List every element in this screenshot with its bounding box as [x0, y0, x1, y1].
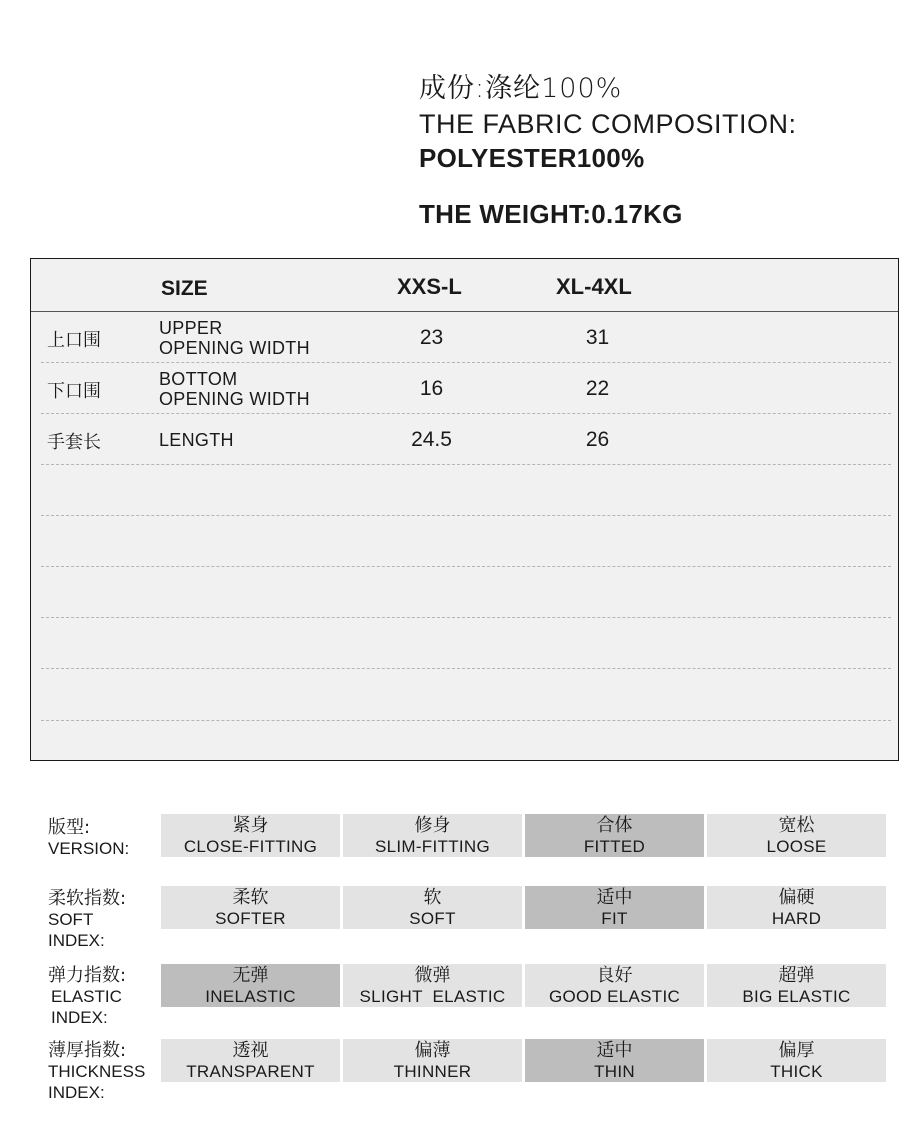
attr-label-en: INDEX: — [51, 1008, 108, 1027]
row-label-cn: 上口围 — [47, 330, 101, 351]
table-row-empty — [41, 515, 891, 567]
attr-label-cn: 柔软指数: — [48, 888, 127, 909]
row-value: 16 — [419, 377, 444, 400]
option-en: FIT — [601, 909, 628, 928]
composition-en: THE FABRIC COMPOSITION: — [419, 109, 797, 139]
option-loose — [707, 814, 886, 857]
size-header-col1: XXS-L — [397, 274, 462, 299]
option-cn: 紧身 — [232, 815, 269, 836]
attr-label-soft — [48, 888, 126, 951]
option-softer — [161, 886, 340, 929]
option-cn: 修身 — [414, 815, 451, 836]
option-cn: 微弹 — [414, 965, 451, 986]
weight: THE WEIGHT:0.17KG — [419, 199, 683, 229]
option-good-elastic — [525, 964, 704, 1007]
option-en: TRANSPARENT — [186, 1062, 315, 1081]
option-cn: 软 — [423, 887, 442, 908]
table-row-empty — [41, 617, 891, 669]
option-en: GOOD ELASTIC — [548, 987, 681, 1006]
option-soft — [343, 886, 522, 929]
attr-label-elastic — [48, 965, 126, 1028]
option-en: SOFTER — [215, 909, 286, 928]
size-table — [30, 258, 899, 761]
size-header-label: SIZE — [161, 277, 208, 300]
option-cn: 透视 — [232, 1040, 269, 1061]
option-close-fitting — [161, 814, 340, 857]
attr-label-version — [48, 817, 129, 859]
option-en: INELASTIC — [205, 987, 296, 1006]
option-cn: 柔软 — [232, 887, 269, 908]
option-en: BIG ELASTIC — [742, 987, 851, 1006]
table-row — [41, 413, 891, 465]
row-value: 22 — [585, 377, 610, 400]
option-slight-elastic — [343, 964, 522, 1007]
row-label-en: OPENING WIDTH — [159, 338, 310, 358]
size-table-header — [31, 259, 898, 312]
option-slim-fitting — [343, 814, 522, 857]
option-en: FITTED — [583, 837, 646, 856]
option-en: HARD — [771, 909, 822, 928]
table-row-empty — [41, 566, 891, 618]
option-fitted-selected — [525, 814, 704, 857]
option-en: LOOSE — [766, 837, 827, 856]
option-cn: 偏厚 — [778, 1040, 815, 1061]
table-row-empty — [41, 669, 891, 721]
table-row — [41, 362, 891, 414]
row-label-en: UPPER — [159, 318, 223, 338]
option-cn: 宽松 — [778, 815, 815, 836]
row-label-cn: 下口围 — [47, 381, 101, 402]
option-cn: 偏硬 — [778, 887, 815, 908]
option-cn: 合体 — [596, 815, 633, 836]
option-en: THIN — [594, 1062, 635, 1081]
option-en: CLOSE-FITTING — [183, 837, 318, 856]
attr-label-en: THICKNESS — [48, 1062, 146, 1081]
option-fit-selected — [525, 886, 704, 929]
attr-label-cn: 版型: — [48, 817, 91, 838]
composition-cn: 成份:涤纶100% — [419, 73, 623, 104]
row-value: 31 — [585, 326, 610, 349]
option-transparent — [161, 1039, 340, 1082]
option-inelastic-selected — [161, 964, 340, 1007]
attr-label-en: INDEX: — [48, 931, 105, 950]
row-value: 23 — [419, 326, 444, 349]
row-value: 26 — [585, 428, 610, 451]
option-cn: 适中 — [596, 887, 633, 908]
option-en: SOFT — [409, 909, 456, 928]
row-label-cn: 手套长 — [47, 432, 101, 453]
option-thin-selected — [525, 1039, 704, 1082]
option-cn: 超弹 — [778, 965, 815, 986]
row-label-en: LENGTH — [159, 430, 234, 450]
option-thinner — [343, 1039, 522, 1082]
attr-label-en: SOFT — [48, 910, 94, 929]
option-cn: 适中 — [596, 1040, 633, 1061]
option-en: THICK — [770, 1062, 823, 1081]
option-cn: 偏薄 — [414, 1040, 451, 1061]
option-cn: 无弹 — [232, 965, 269, 986]
row-label-en: OPENING WIDTH — [159, 389, 310, 409]
option-en: SLIGHT ELASTIC — [359, 987, 506, 1006]
attr-label-thickness — [48, 1040, 145, 1103]
option-en: SLIM-FITTING — [374, 837, 491, 856]
attr-label-en: INDEX: — [48, 1083, 105, 1102]
row-label-en: BOTTOM — [159, 369, 238, 389]
attr-label-cn: 弹力指数: — [48, 965, 127, 986]
attr-label-en: VERSION: — [48, 839, 130, 858]
attr-label-en: ELASTIC — [51, 987, 122, 1006]
option-cn: 良好 — [596, 965, 633, 986]
option-big-elastic — [707, 964, 886, 1007]
size-header-col2: XL-4XL — [556, 274, 632, 299]
row-value: 24.5 — [411, 428, 452, 451]
material: POLYESTER100% — [419, 143, 645, 173]
table-row — [41, 311, 891, 363]
option-hard — [707, 886, 886, 929]
option-thick — [707, 1039, 886, 1082]
option-en: THINNER — [393, 1062, 472, 1081]
table-row-empty — [41, 464, 891, 516]
attr-label-cn: 薄厚指数: — [48, 1040, 127, 1061]
